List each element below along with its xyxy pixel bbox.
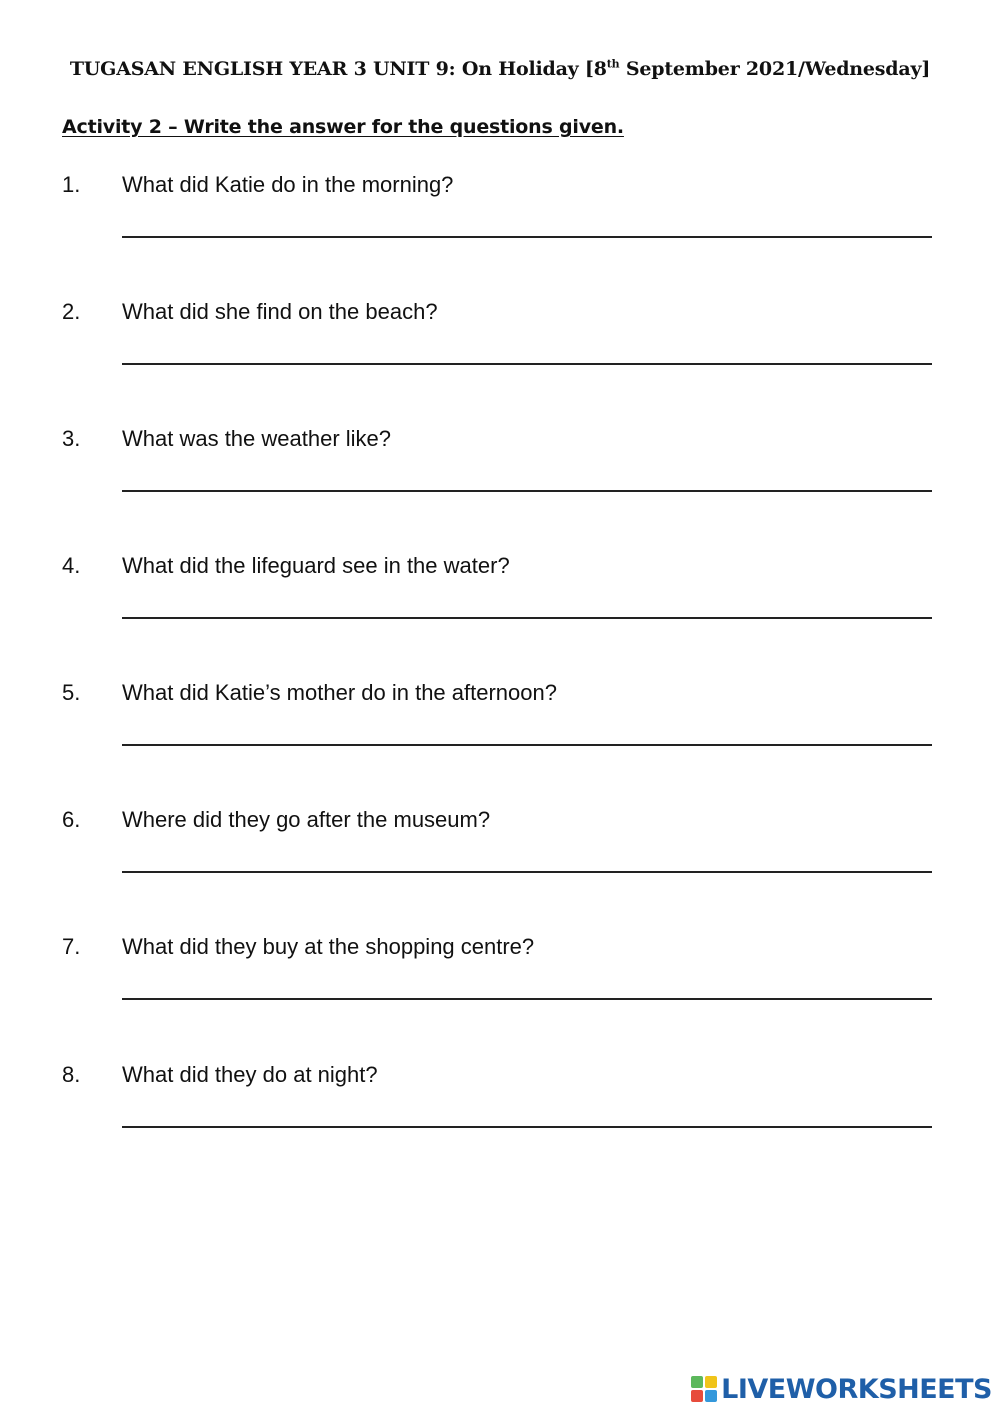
question-number: 3. — [62, 426, 81, 451]
question-item — [62, 1062, 942, 1142]
question-text: What was the weather like? — [122, 426, 392, 451]
question-item — [62, 172, 942, 252]
answer-line[interactable] — [122, 998, 932, 1000]
question-number: 4. — [62, 553, 81, 578]
answer-line[interactable] — [122, 617, 932, 619]
question-number: 2. — [62, 299, 81, 324]
question-number: 6. — [62, 807, 81, 832]
question-text: What did Katie do in the morning? — [122, 172, 454, 197]
answer-line[interactable] — [122, 1126, 932, 1128]
question-item — [62, 807, 942, 887]
question-text: What did she find on the beach? — [122, 299, 438, 324]
question-number: 1. — [62, 172, 81, 197]
answer-line[interactable] — [122, 363, 932, 365]
question-item — [62, 426, 942, 506]
liveworksheets-branding — [691, 1371, 992, 1407]
question-item — [62, 680, 942, 760]
question-item — [62, 299, 942, 379]
logo-square-blue — [705, 1390, 717, 1402]
question-number: 8. — [62, 1062, 81, 1087]
title-main: TUGASAN ENGLISH YEAR 3 UNIT 9: On Holiday [8 — [69, 58, 607, 80]
answer-line[interactable] — [122, 236, 932, 238]
question-item — [62, 934, 942, 1014]
logo-square-green — [691, 1376, 703, 1388]
title-ordinal-suffix: th — [606, 57, 620, 71]
question-number: 5. — [62, 680, 81, 705]
question-item — [62, 553, 942, 633]
question-text: What did they do at night? — [122, 1062, 378, 1087]
logo-square-red — [691, 1390, 703, 1402]
question-text: What did the lifeguard see in the water? — [122, 553, 510, 578]
brand-name: LIVEWORKSHEETS — [721, 1373, 992, 1405]
title-date: September 2021/Wednesday] — [619, 58, 931, 80]
worksheet-title — [0, 58, 1000, 80]
answer-line[interactable] — [122, 744, 932, 746]
answer-line[interactable] — [122, 490, 932, 492]
question-text: What did they buy at the shopping centre? — [122, 934, 535, 959]
question-text: What did Katie’s mother do in the afternoon? — [122, 680, 557, 705]
question-text: Where did they go after the museum? — [122, 807, 491, 832]
liveworksheets-logo-icon — [691, 1376, 717, 1402]
answer-line[interactable] — [122, 871, 932, 873]
activity-heading: Activity 2 – Write the answer for the questions given. — [62, 116, 624, 138]
question-number: 7. — [62, 934, 81, 959]
logo-square-yellow — [705, 1376, 717, 1388]
